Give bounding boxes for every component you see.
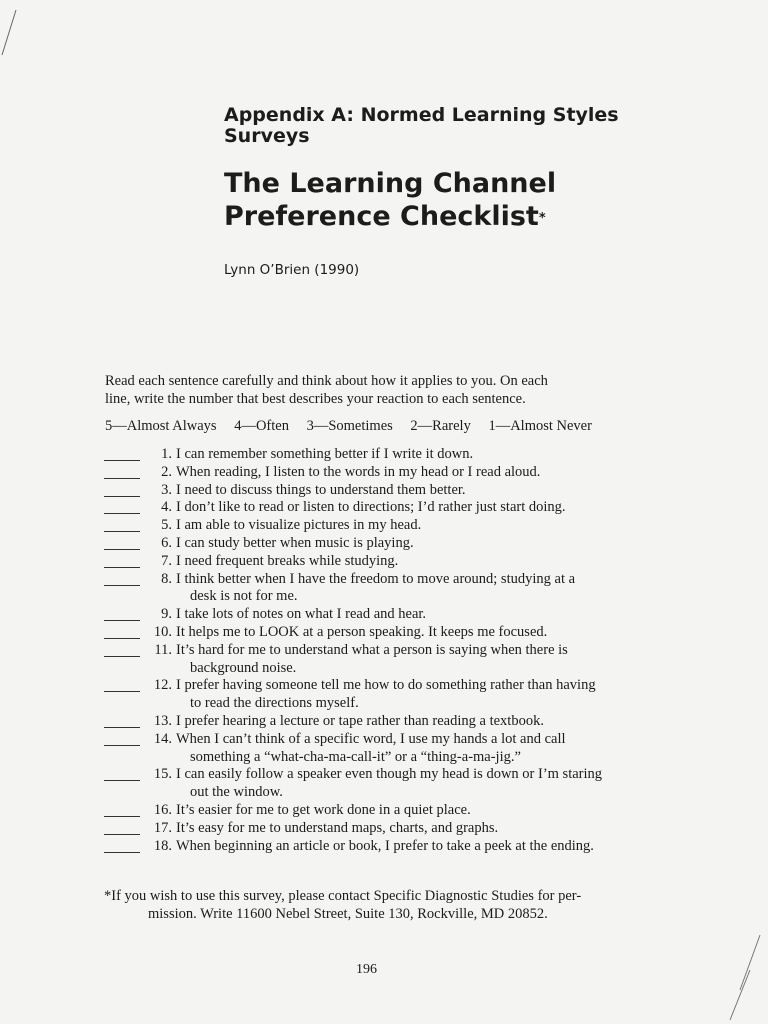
title-line-2-text: Preference Checklist <box>224 201 539 232</box>
item-number: 6. <box>161 534 172 551</box>
answer-blank[interactable] <box>104 731 140 746</box>
item-text-line-1: It’s hard for me to understand what a person is saying when there is <box>176 641 568 658</box>
checklist-item <box>104 464 649 482</box>
scale-option: 5—Almost Always <box>105 418 217 434</box>
checklist-item <box>104 820 649 838</box>
item-text-line-1: When reading, I listen to the words in my head or I read aloud. <box>176 463 541 480</box>
item-text-line-1: I don’t like to read or listen to directions; I’d rather just start doing. <box>176 499 566 516</box>
item-text-line-1: I need to discuss things to understand them better. <box>176 481 466 498</box>
item-text-line-1: I can easily follow a speaker even though my head is down or I’m staring <box>176 766 603 783</box>
rating-scale <box>105 418 650 435</box>
answer-blank[interactable] <box>104 464 140 479</box>
checklist-item <box>104 517 649 535</box>
answer-blank[interactable] <box>104 446 140 461</box>
page-number: 196 <box>356 962 377 977</box>
answer-blank[interactable] <box>104 482 140 497</box>
item-text <box>176 766 649 802</box>
item-number: 11. <box>154 641 172 658</box>
answer-blank[interactable] <box>104 606 140 621</box>
item-text-line-1: When beginning an article or book, I prefer to take a peek at the ending. <box>176 837 594 854</box>
item-text-line-1: I prefer hearing a lecture or tape rather than reading a textbook. <box>176 712 544 729</box>
item-number: 15. <box>153 766 172 783</box>
checklist-item <box>104 535 649 553</box>
answer-blank[interactable] <box>104 535 140 550</box>
item-number: 9. <box>161 606 172 623</box>
item-text-line-2: background noise. <box>190 659 297 676</box>
item-number: 7. <box>161 552 172 569</box>
checklist-item <box>104 553 649 571</box>
checklist-item <box>104 766 649 802</box>
answer-blank[interactable] <box>104 838 140 853</box>
checklist-item <box>104 606 649 624</box>
instructions-line-2: line, write the number that best describes your reaction to each sentence. <box>105 391 526 407</box>
item-number: 14. <box>153 730 172 747</box>
item-number: 17. <box>153 819 172 836</box>
item-number: 3. <box>161 481 172 498</box>
scale-option: 4—Often <box>234 418 289 434</box>
answer-blank[interactable] <box>104 553 140 568</box>
item-number: 1. <box>161 446 172 462</box>
checklist-item <box>104 802 649 820</box>
item-number: 2. <box>161 463 172 480</box>
item-text <box>176 571 649 607</box>
footnote-line-2: mission. Write 11600 Nebel Street, Suite 130, Rockville, MD 20852. <box>148 906 548 922</box>
item-text <box>176 677 649 713</box>
title-footnote-mark: * <box>538 211 546 226</box>
item-text <box>176 820 649 838</box>
answer-blank[interactable] <box>104 624 140 639</box>
scale-option: 3—Sometimes <box>306 418 393 434</box>
item-text-line-1: It’s easy for me to understand maps, charts, and graphs. <box>176 819 499 836</box>
item-text <box>176 838 649 856</box>
item-text <box>176 606 649 624</box>
checklist-item <box>104 642 649 678</box>
answer-blank[interactable] <box>104 677 140 692</box>
item-number: 13. <box>153 712 172 729</box>
answer-blank[interactable] <box>104 642 140 657</box>
item-number: 4. <box>161 499 172 516</box>
item-text <box>176 642 649 678</box>
item-number: 16. <box>153 801 172 818</box>
checklist-item <box>104 446 649 464</box>
item-text-line-1: I am able to visualize pictures in my head. <box>176 517 422 534</box>
answer-blank[interactable] <box>104 571 140 586</box>
instructions <box>105 372 650 408</box>
item-text <box>176 446 649 464</box>
instructions-line-1: Read each sentence carefully and think about how it applies to you. On each <box>105 373 548 389</box>
corner-pen-mark <box>0 0 30 60</box>
checklist-item <box>104 838 649 856</box>
checklist-item <box>104 677 649 713</box>
item-number: 5. <box>161 517 172 534</box>
checklist-item <box>104 571 649 607</box>
answer-blank[interactable] <box>104 713 140 728</box>
item-text-line-1: It helps me to LOOK at a person speaking. It keeps me focused. <box>176 623 548 640</box>
item-text-line-1: When I can’t think of a specific word, I use my hands a lot and call <box>176 730 566 747</box>
item-text-line-1: I think better when I have the freedom to move around; studying at a <box>176 570 576 587</box>
checklist-item <box>104 482 649 500</box>
item-text-line-1: I need frequent breaks while studying. <box>176 552 399 569</box>
footnote-line-1: *If you wish to use this survey, please contact Specific Diagnostic Studies for per- <box>104 888 582 904</box>
item-text <box>176 713 649 731</box>
item-text <box>176 624 649 642</box>
answer-blank[interactable] <box>104 802 140 817</box>
item-number: 10. <box>153 623 172 640</box>
item-text <box>176 535 649 553</box>
footnote <box>104 887 644 923</box>
answer-blank[interactable] <box>104 499 140 514</box>
item-text-line-2: desk is not for me. <box>190 588 298 605</box>
item-number: 18. <box>153 837 172 854</box>
item-text-line-1: I take lots of notes on what I read and hear. <box>176 606 427 623</box>
answer-blank[interactable] <box>104 517 140 532</box>
checklist-items <box>104 446 649 855</box>
checklist-item <box>104 731 649 767</box>
checklist-item <box>104 624 649 642</box>
answer-blank[interactable] <box>104 766 140 781</box>
checklist-item <box>104 499 649 517</box>
title-line-2 <box>224 200 644 233</box>
item-text-line-2: something a “what-cha-ma-call-it” or a “thing-a-ma-jig.” <box>190 748 521 765</box>
item-text <box>176 731 649 767</box>
item-text-line-1: I can remember something better if I write it down. <box>176 446 474 462</box>
item-text <box>176 802 649 820</box>
item-number: 12. <box>153 677 172 694</box>
item-text <box>176 499 649 517</box>
item-text-line-1: I prefer having someone tell me how to do something rather than having <box>176 677 596 694</box>
scale-option: 2—Rarely <box>410 418 471 434</box>
title-line-1: The Learning Channel <box>224 168 557 199</box>
answer-blank[interactable] <box>104 820 140 835</box>
item-text <box>176 482 649 500</box>
item-text <box>176 517 649 535</box>
appendix-heading <box>224 105 644 147</box>
item-text <box>176 553 649 571</box>
scale-option: 1—Almost Never <box>488 418 592 434</box>
document-title <box>224 167 644 233</box>
appendix-line-1: Appendix A: Normed Learning Styles <box>224 104 619 126</box>
author-citation: Lynn O’Brien (1990) <box>224 262 360 278</box>
item-text-line-2: to read the directions myself. <box>190 695 359 712</box>
item-text-line-1: It’s easier for me to get work done in a quiet place. <box>176 801 471 818</box>
appendix-line-2: Surveys <box>224 125 310 147</box>
item-text-line-1: I can study better when music is playing. <box>176 534 414 551</box>
corner-pen-mark-bottom <box>710 930 768 1024</box>
item-text-line-2: out the window. <box>190 784 283 801</box>
item-text <box>176 464 649 482</box>
checklist-item <box>104 713 649 731</box>
item-number: 8. <box>161 570 172 587</box>
